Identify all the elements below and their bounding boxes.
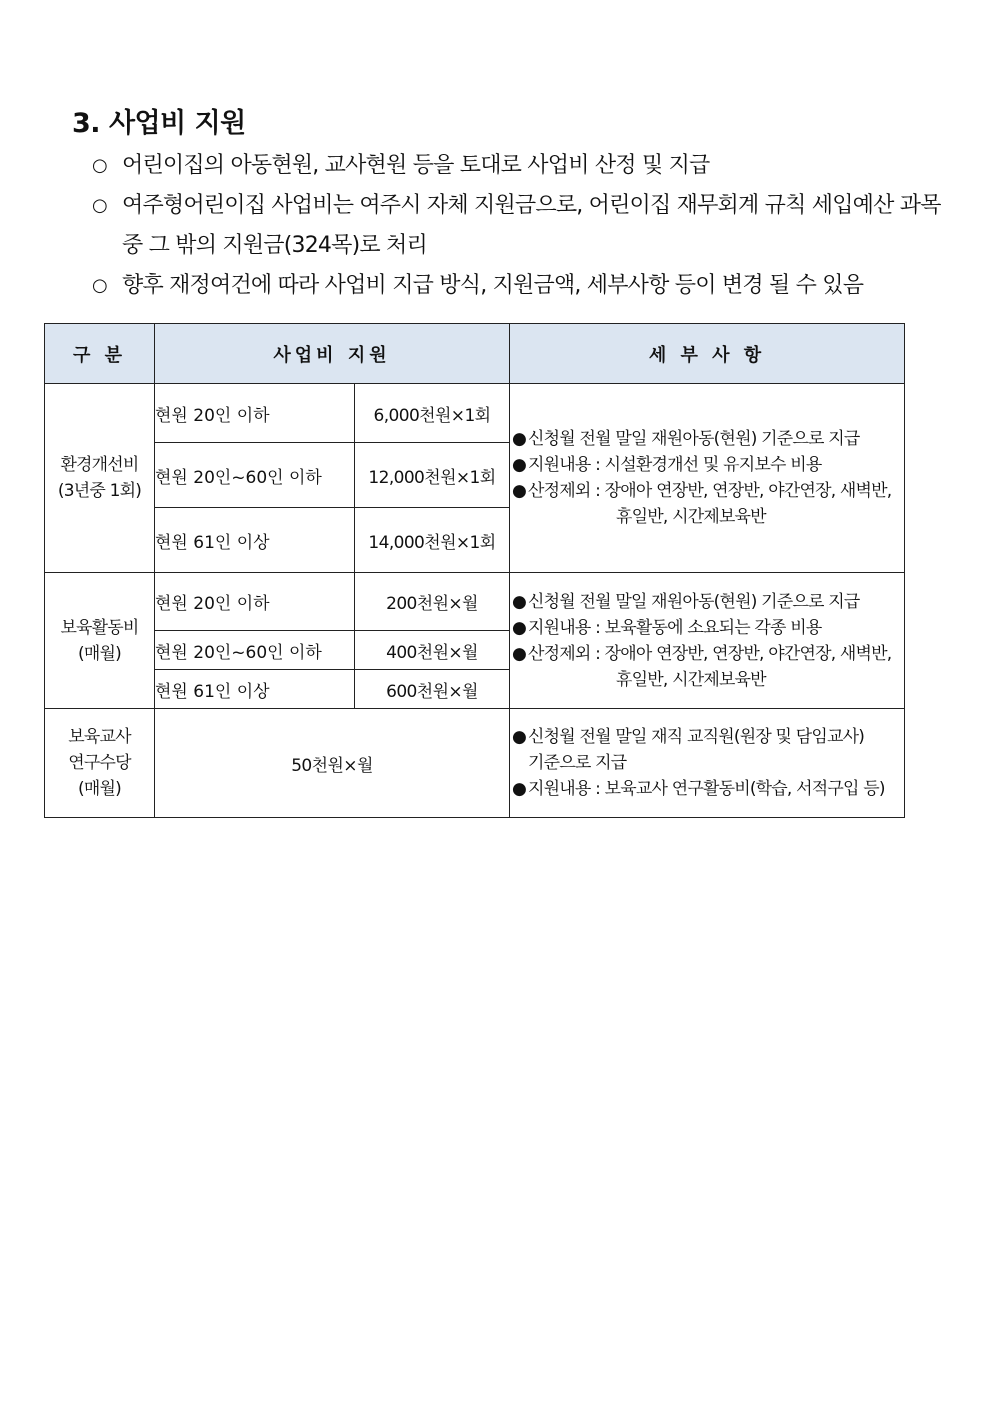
condition-cell: 현원 61인 이상 (155, 670, 355, 709)
detail-item (510, 478, 904, 504)
detail-item (510, 776, 904, 802)
detail-continuation: 기준으로 지급 (528, 753, 627, 773)
details-cell (510, 573, 905, 709)
category-label: 보육활동비 (60, 617, 139, 638)
table-row (45, 384, 905, 443)
circle-bullet-icon: ○ (92, 195, 107, 216)
dot-bullet-icon: ● (512, 727, 527, 747)
detail-continuation: 휴일반, 시간제보육반 (616, 669, 766, 690)
category-label: (3년중 1회) (57, 481, 142, 501)
category-cell (45, 384, 155, 573)
dot-bullet-icon: ● (512, 643, 527, 664)
category-label: (매월) (78, 643, 121, 664)
detail-text: 지원내용 : 보육활동에 소요되는 각종 비용 (528, 617, 822, 638)
detail-item (510, 426, 904, 452)
header-details: 세 부 사 항 (510, 324, 905, 384)
amount-cell: 200천원×월 (355, 573, 510, 631)
circle-bullet-icon: ○ (92, 275, 107, 296)
dot-bullet-icon: ● (512, 591, 527, 612)
condition-cell: 현원 20인 이하 (155, 384, 355, 443)
dot-bullet-icon: ● (512, 617, 527, 638)
condition-cell: 현원 20인 이하 (155, 573, 355, 631)
bullet-text: 어린이집의 아동현원, 교사현원 등을 토대로 사업비 산정 및 지급 (122, 153, 710, 178)
header-category: 구 분 (45, 324, 155, 384)
amount-cell: 600천원×월 (355, 670, 510, 709)
amount-cell: 12,000천원×1회 (355, 443, 510, 508)
detail-text: 지원내용 : 시설환경개선 및 유지보수 비용 (528, 455, 822, 475)
header-support: 사업비 지원 (155, 324, 510, 384)
detail-text: 산정제외 : 장애아 연장반, 연장반, 야간연장, 새벽반, (528, 481, 892, 501)
condition-cell: 현원 20인~60인 이하 (155, 443, 355, 508)
detail-item (510, 589, 904, 615)
support-table (44, 323, 905, 818)
detail-item (510, 641, 904, 667)
detail-text: 산정제외 : 장애아 연장반, 연장반, 야간연장, 새벽반, (528, 643, 892, 664)
condition-cell: 현원 20인~60인 이하 (155, 631, 355, 670)
bullet-item (92, 186, 941, 266)
amount-cell: 400천원×월 (355, 631, 510, 670)
dot-bullet-icon: ● (512, 429, 527, 449)
circle-bullet-icon: ○ (92, 155, 107, 176)
detail-text: 신청월 전월 말일 재직 교직원(원장 및 담임교사) (528, 727, 865, 747)
table-row (45, 709, 905, 818)
table-header-row (45, 324, 905, 384)
bullet-text: 여주형어린이집 사업비는 여주시 자체 지원금으로, 어린이집 재무회계 규칙 세입예산 과목 (122, 193, 941, 218)
amount-cell: 6,000천원×1회 (355, 384, 510, 443)
table-row (45, 573, 905, 631)
dot-bullet-icon: ● (512, 455, 527, 475)
bullet-list (92, 146, 941, 306)
detail-item (510, 452, 904, 478)
condition-cell: 현원 61인 이상 (155, 508, 355, 573)
amount-cell: 50천원×월 (155, 709, 510, 818)
dot-bullet-icon: ● (512, 481, 527, 501)
amount-cell: 14,000천원×1회 (355, 508, 510, 573)
detail-text: 신청월 전월 말일 재원아동(현원) 기준으로 지급 (528, 429, 860, 449)
category-label: (매월) (78, 779, 121, 799)
category-cell (45, 709, 155, 818)
details-cell (510, 384, 905, 573)
detail-item (510, 724, 904, 750)
dot-bullet-icon: ● (512, 779, 527, 799)
bullet-text: 중 그 밖의 지원금(324목)로 처리 (122, 233, 427, 258)
bullet-item (92, 266, 932, 306)
bullet-text: 향후 재정여건에 따라 사업비 지급 방식, 지원금액, 세부사항 등이 변경 될 수 있음 (122, 273, 864, 298)
category-cell (45, 573, 155, 709)
category-label: 보육교사 (68, 727, 131, 747)
section-title: 3. 사업비 지원 (72, 108, 246, 139)
detail-continuation: 휴일반, 시간제보육반 (616, 507, 766, 527)
detail-text: 신청월 전월 말일 재원아동(현원) 기준으로 지급 (528, 591, 860, 612)
bullet-item (92, 146, 932, 186)
details-cell (510, 709, 905, 818)
detail-item (510, 615, 904, 641)
category-label: 환경개선비 (60, 455, 139, 475)
category-label: 연구수당 (68, 753, 131, 773)
detail-text: 지원내용 : 보육교사 연구활동비(학습, 서적구입 등) (528, 779, 885, 799)
